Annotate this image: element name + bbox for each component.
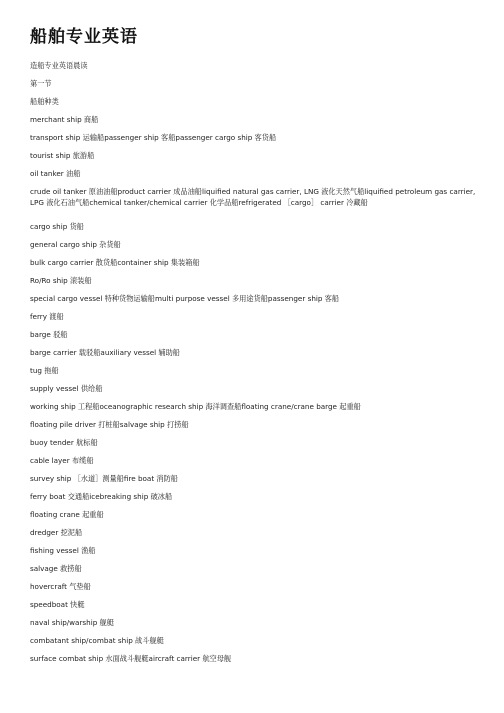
term-line: barge carrier 载驳船auxiliary vessel 辅助船 xyxy=(30,348,180,357)
term-line: buoy tender 航标船 xyxy=(30,438,98,447)
term-line: floating pile driver 打桩船salvage ship 打捞船 xyxy=(30,420,189,429)
term-line: survey ship ［水道］测量船fire boat 消防船 xyxy=(30,474,178,483)
term-line: oil tanker 油船 xyxy=(30,169,81,178)
term-line: fishing vessel 渔船 xyxy=(30,546,96,555)
term-line: salvage 救捞船 xyxy=(30,564,82,573)
term-paragraph: crude oil tanker 原油油船product carrier 成品油船liquified natural gas carrier, LNG 液化天然气船liquified petroleum gas carrier, LPG 液化石油气船chemical tanker/chemical carrier 化学品船refrigerated ［cargo］ carrier 冷藏船 xyxy=(30,187,476,207)
section-heading: 第一节 xyxy=(30,79,52,88)
term-line: transport ship 运输船passenger ship 客船passenger cargo ship 客货船 xyxy=(30,133,277,142)
term-line: speedboat 快艇 xyxy=(30,600,85,609)
term-line: merchant ship 商船 xyxy=(30,115,99,124)
term-line: combatant ship/combat ship 战斗舰艇 xyxy=(30,636,164,645)
term-line: general cargo ship 杂货船 xyxy=(30,240,121,249)
term-line: Ro/Ro ship 滚装船 xyxy=(30,276,92,285)
term-line: floating crane 起重船 xyxy=(30,510,104,519)
term-line: barge 驳船 xyxy=(30,330,68,339)
term-line: cable layer 布缆船 xyxy=(30,456,94,465)
term-line: tug 拖船 xyxy=(30,366,59,375)
term-line: special cargo vessel 特种货物运输船multi purpose vessel 多用途货船passenger ship 客船 xyxy=(30,294,340,303)
term-line: cargo ship 货船 xyxy=(30,222,84,231)
term-line: bulk cargo carrier 散货船container ship 集装箱船 xyxy=(30,258,200,267)
term-line: surface combat ship 水面战斗舰艇aircraft carrier 航空母舰 xyxy=(30,654,232,663)
term-line: ferry 渡船 xyxy=(30,312,64,321)
term-line: dredger 挖泥船 xyxy=(30,528,83,537)
category-heading: 船舶种类 xyxy=(30,97,59,106)
term-line: naval ship/warship 舰艇 xyxy=(30,618,114,627)
document-title: 船舶专业英语 xyxy=(30,27,138,47)
term-line: supply vessel 供给船 xyxy=(30,384,103,393)
term-line: working ship 工程船oceanographic research ship 海洋调查船floating crane/crane barge 起重船 xyxy=(30,402,361,411)
term-line: hovercraft 气垫船 xyxy=(30,582,91,591)
subtitle-line: 造船专业英语晨读 xyxy=(30,61,88,70)
term-line: ferry boat 交通船icebreaking ship 破冰船 xyxy=(30,492,173,501)
term-line: tourist ship 旅游船 xyxy=(30,151,95,160)
